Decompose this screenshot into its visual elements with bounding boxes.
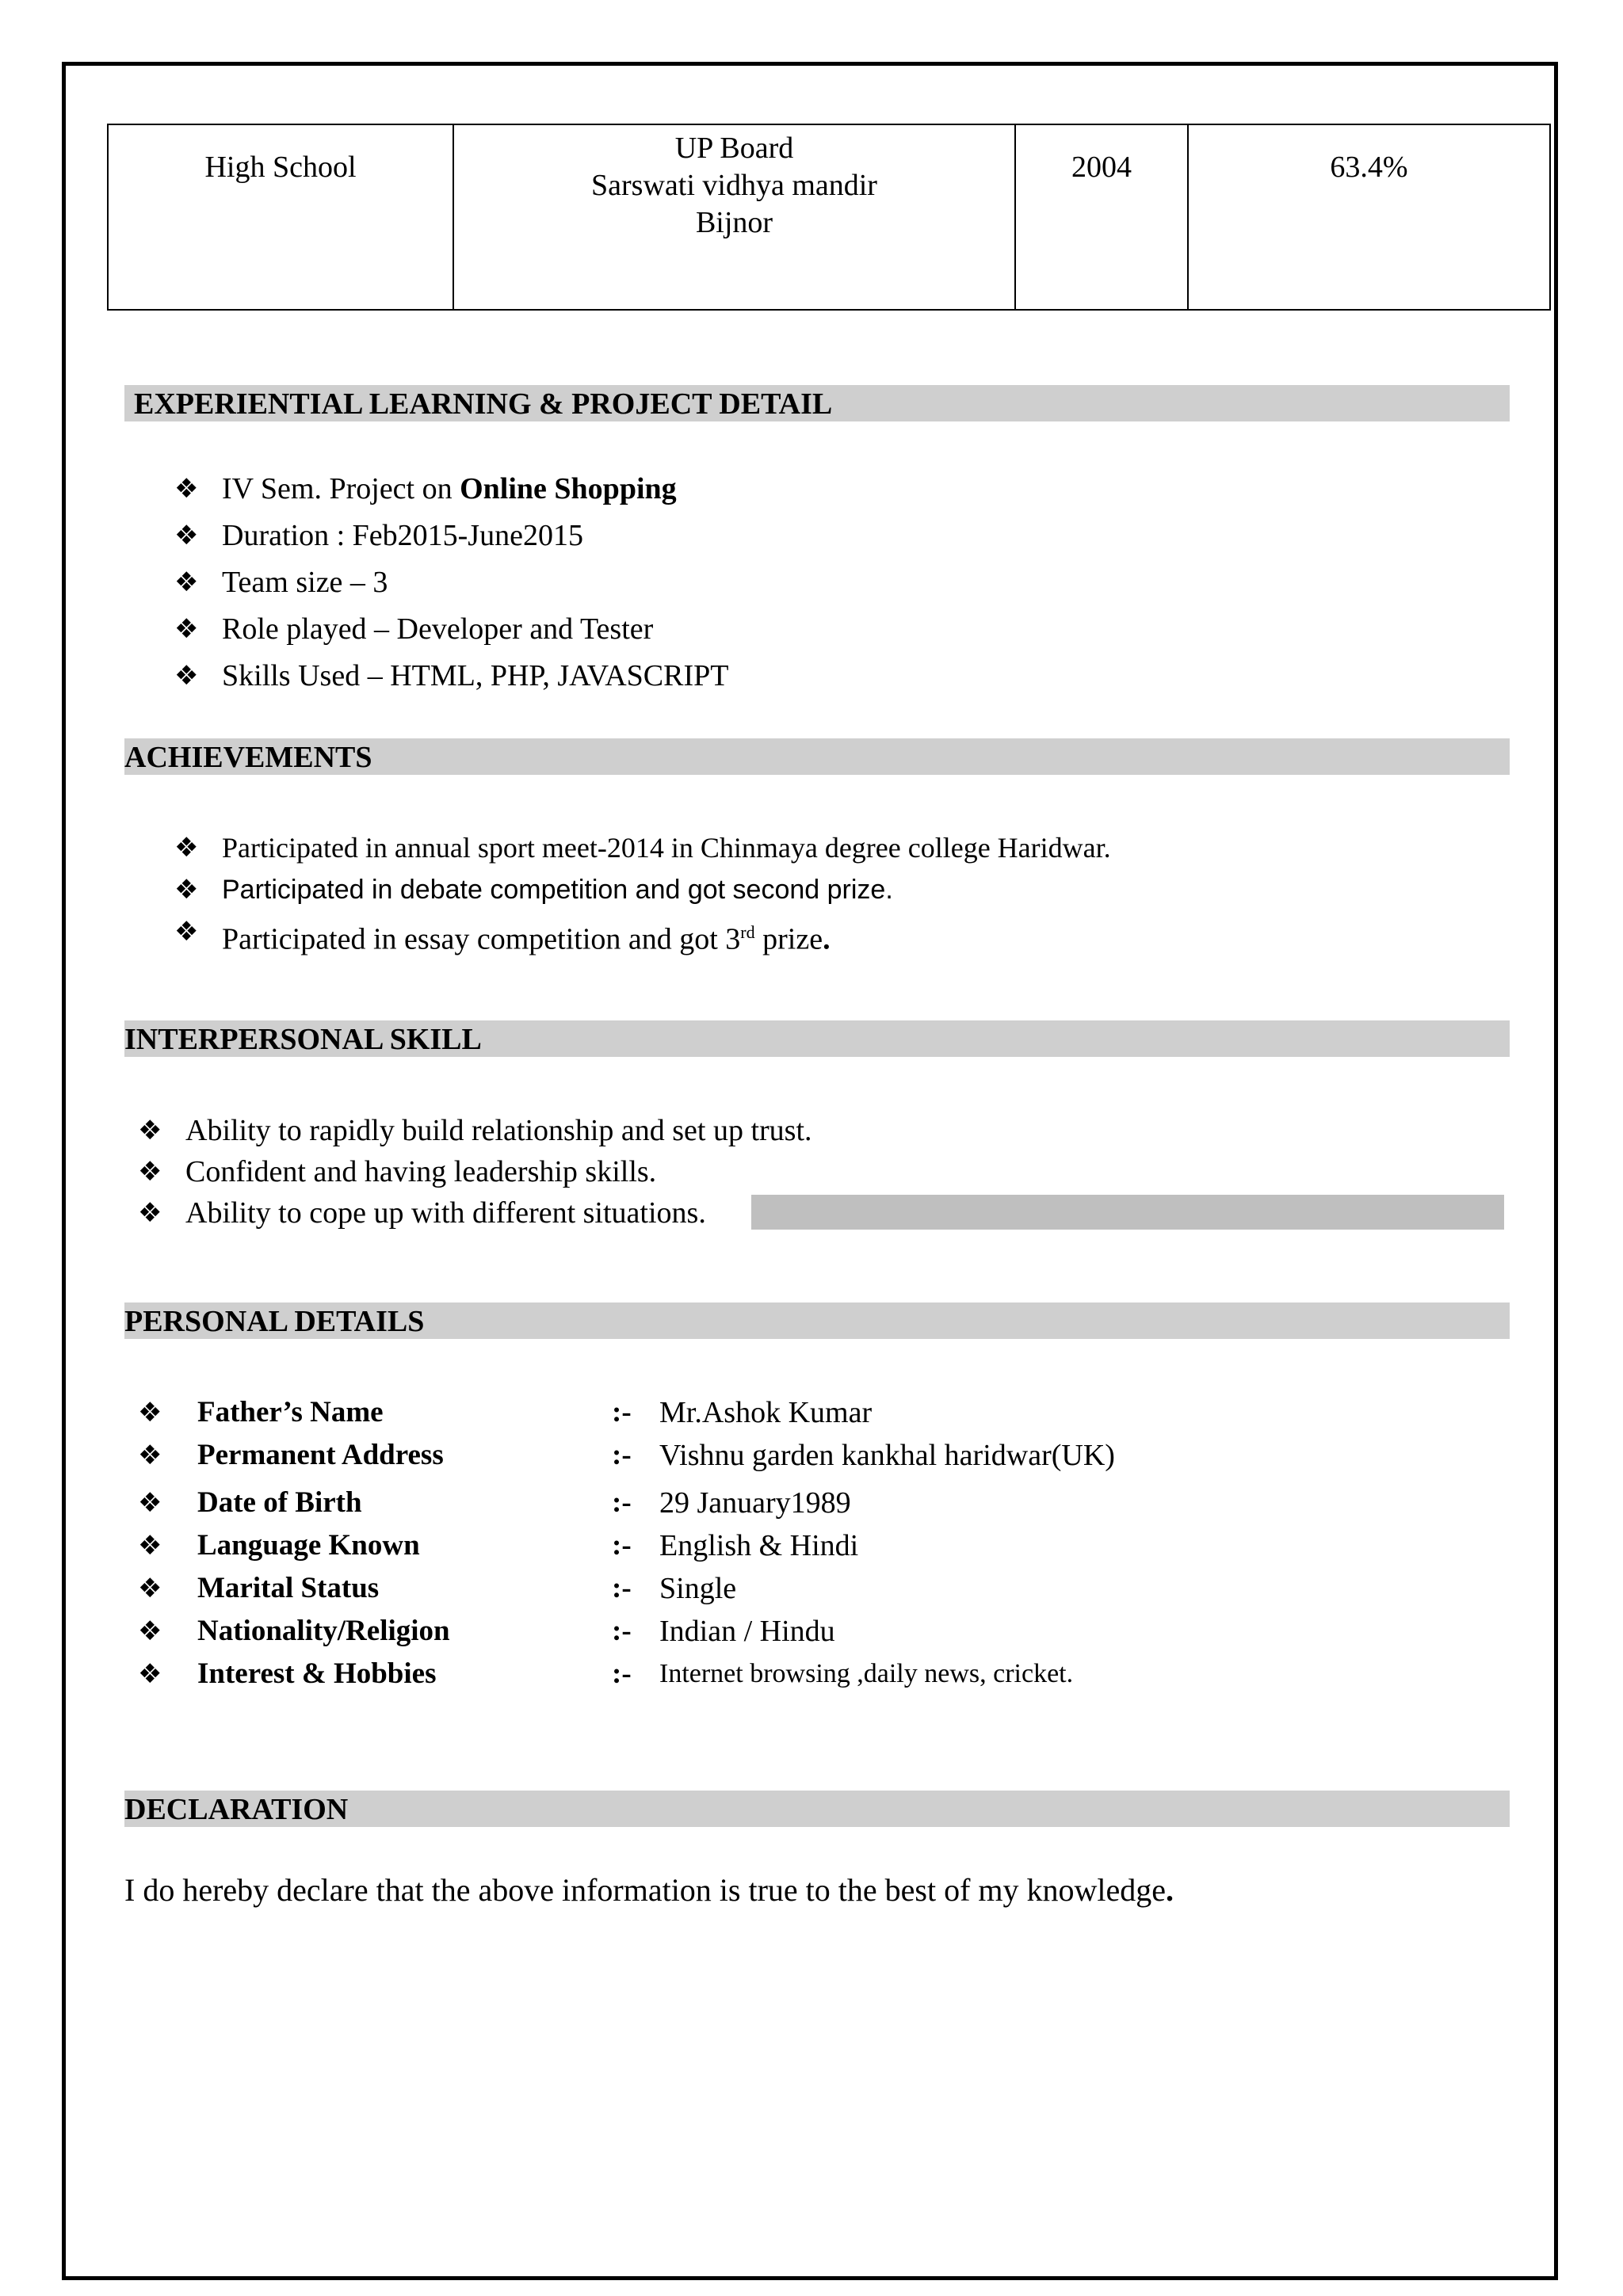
section-title: DECLARATION: [124, 1793, 349, 1826]
detail-value: 29 January1989: [659, 1486, 851, 1520]
board-cell: [453, 124, 1015, 310]
detail-label: Language Known: [197, 1529, 420, 1562]
list-item: ❖ Interest & Hobbies :- Internet browsing ,daily news, cricket.: [138, 1653, 1485, 1695]
list-item: ❖ IV Sem. Project on Online Shopping: [174, 466, 729, 513]
section-title: INTERPERSONAL SKILL: [124, 1023, 482, 1056]
highlight-bar: [751, 1195, 1504, 1230]
diamond-bullet-icon: ❖: [174, 916, 199, 948]
school-line: Sarswati vidhya mandir: [591, 169, 877, 202]
detail-value: Vishnu garden kankhal haridwar(UK): [659, 1439, 1115, 1472]
diamond-bullet-icon: ❖: [174, 874, 199, 906]
section-header-interpersonal: [124, 1020, 1510, 1057]
diamond-bullet-icon: ❖: [138, 1530, 162, 1562]
education-table: [107, 124, 1551, 311]
detail-label: Date of Birth: [197, 1486, 362, 1519]
section-title: EXPERIENTIAL LEARNING & PROJECT DETAIL: [134, 387, 833, 421]
list-item: ❖ Skills Used – HTML, PHP, JAVASCRIPT: [174, 653, 729, 700]
diamond-bullet-icon: ❖: [174, 613, 199, 645]
detail-label: Nationality/Religion: [197, 1615, 450, 1647]
table-row: [108, 124, 1550, 310]
section-title: ACHIEVEMENTS: [124, 741, 372, 774]
diamond-bullet-icon: ❖: [138, 1156, 162, 1188]
section-header-achievements: [124, 738, 1510, 775]
list-item: ❖ Participated in essay competition and got 3rd prize.: [174, 911, 1111, 953]
list-item: ❖ Permanent Address :- Vishnu garden kankhal haridwar(UK): [138, 1434, 1485, 1482]
list-item: ❖ Team size – 3: [174, 559, 729, 606]
list-item: ❖ Nationality/Religion :- Indian / Hindu: [138, 1610, 1485, 1653]
section-header-project: [124, 385, 1510, 421]
diamond-bullet-icon: ❖: [174, 566, 199, 598]
list-item: ❖ Role played – Developer and Tester: [174, 606, 729, 653]
section-title: PERSONAL DETAILS: [124, 1305, 425, 1338]
diamond-bullet-icon: ❖: [174, 520, 199, 551]
section-header-declaration: [124, 1791, 1510, 1827]
project-list: [174, 466, 729, 700]
diamond-bullet-icon: ❖: [174, 473, 199, 505]
section-header-personal: [124, 1302, 1510, 1339]
declaration-text: I do hereby declare that the above information is true to the best of my knowledge.: [124, 1872, 1174, 1908]
percentage-cell: 63.4%: [1188, 124, 1550, 310]
list-item: ❖ Participated in debate competition and got second prize.: [174, 869, 1111, 911]
list-item: ❖ Date of Birth :- 29 January1989: [138, 1482, 1485, 1524]
year-cell: 2004: [1015, 124, 1188, 310]
diamond-bullet-icon: ❖: [138, 1197, 162, 1229]
city-line: Bijnor: [695, 206, 773, 239]
detail-label: Permanent Address: [197, 1439, 444, 1471]
list-item: ❖ Ability to rapidly build relationship and set up trust.: [138, 1110, 812, 1151]
detail-label: Interest & Hobbies: [197, 1657, 437, 1690]
list-item: ❖ Participated in annual sport meet-2014 in Chinmaya degree college Haridwar.: [174, 827, 1111, 869]
diamond-bullet-icon: ❖: [138, 1115, 162, 1146]
diamond-bullet-icon: ❖: [138, 1397, 162, 1428]
diamond-bullet-icon: ❖: [138, 1487, 162, 1519]
board-line: UP Board: [674, 132, 794, 165]
diamond-bullet-icon: ❖: [138, 1615, 162, 1647]
list-item: ❖ Father’s Name :- Mr.Ashok Kumar: [138, 1391, 1485, 1434]
personal-details-list: [138, 1391, 1485, 1695]
list-item: ❖ Language Known :- English & Hindi: [138, 1524, 1485, 1567]
list-item: ❖ Ability to cope up with different situations.: [138, 1192, 812, 1234]
list-item: ❖ Marital Status :- Single: [138, 1567, 1485, 1610]
list-item: ❖ Confident and having leadership skills.: [138, 1151, 812, 1192]
detail-value: English & Hindi: [659, 1529, 859, 1562]
detail-value: Single: [659, 1572, 737, 1605]
list-item: ❖ Duration : Feb2015-June2015: [174, 513, 729, 559]
diamond-bullet-icon: ❖: [138, 1440, 162, 1471]
project-name: Online Shopping: [460, 472, 677, 505]
diamond-bullet-icon: ❖: [174, 660, 199, 692]
detail-label: Father’s Name: [197, 1396, 384, 1428]
qualification-cell: High School: [108, 124, 453, 310]
detail-label: Marital Status: [197, 1572, 380, 1604]
detail-value: Indian / Hindu: [659, 1615, 835, 1648]
diamond-bullet-icon: ❖: [138, 1573, 162, 1604]
detail-value: Internet browsing ,daily news, cricket.: [659, 1659, 1074, 1688]
interpersonal-list: [138, 1110, 812, 1234]
detail-value: Mr.Ashok Kumar: [659, 1396, 873, 1429]
diamond-bullet-icon: ❖: [174, 832, 199, 864]
achievements-list: [174, 827, 1111, 956]
diamond-bullet-icon: ❖: [138, 1658, 162, 1690]
